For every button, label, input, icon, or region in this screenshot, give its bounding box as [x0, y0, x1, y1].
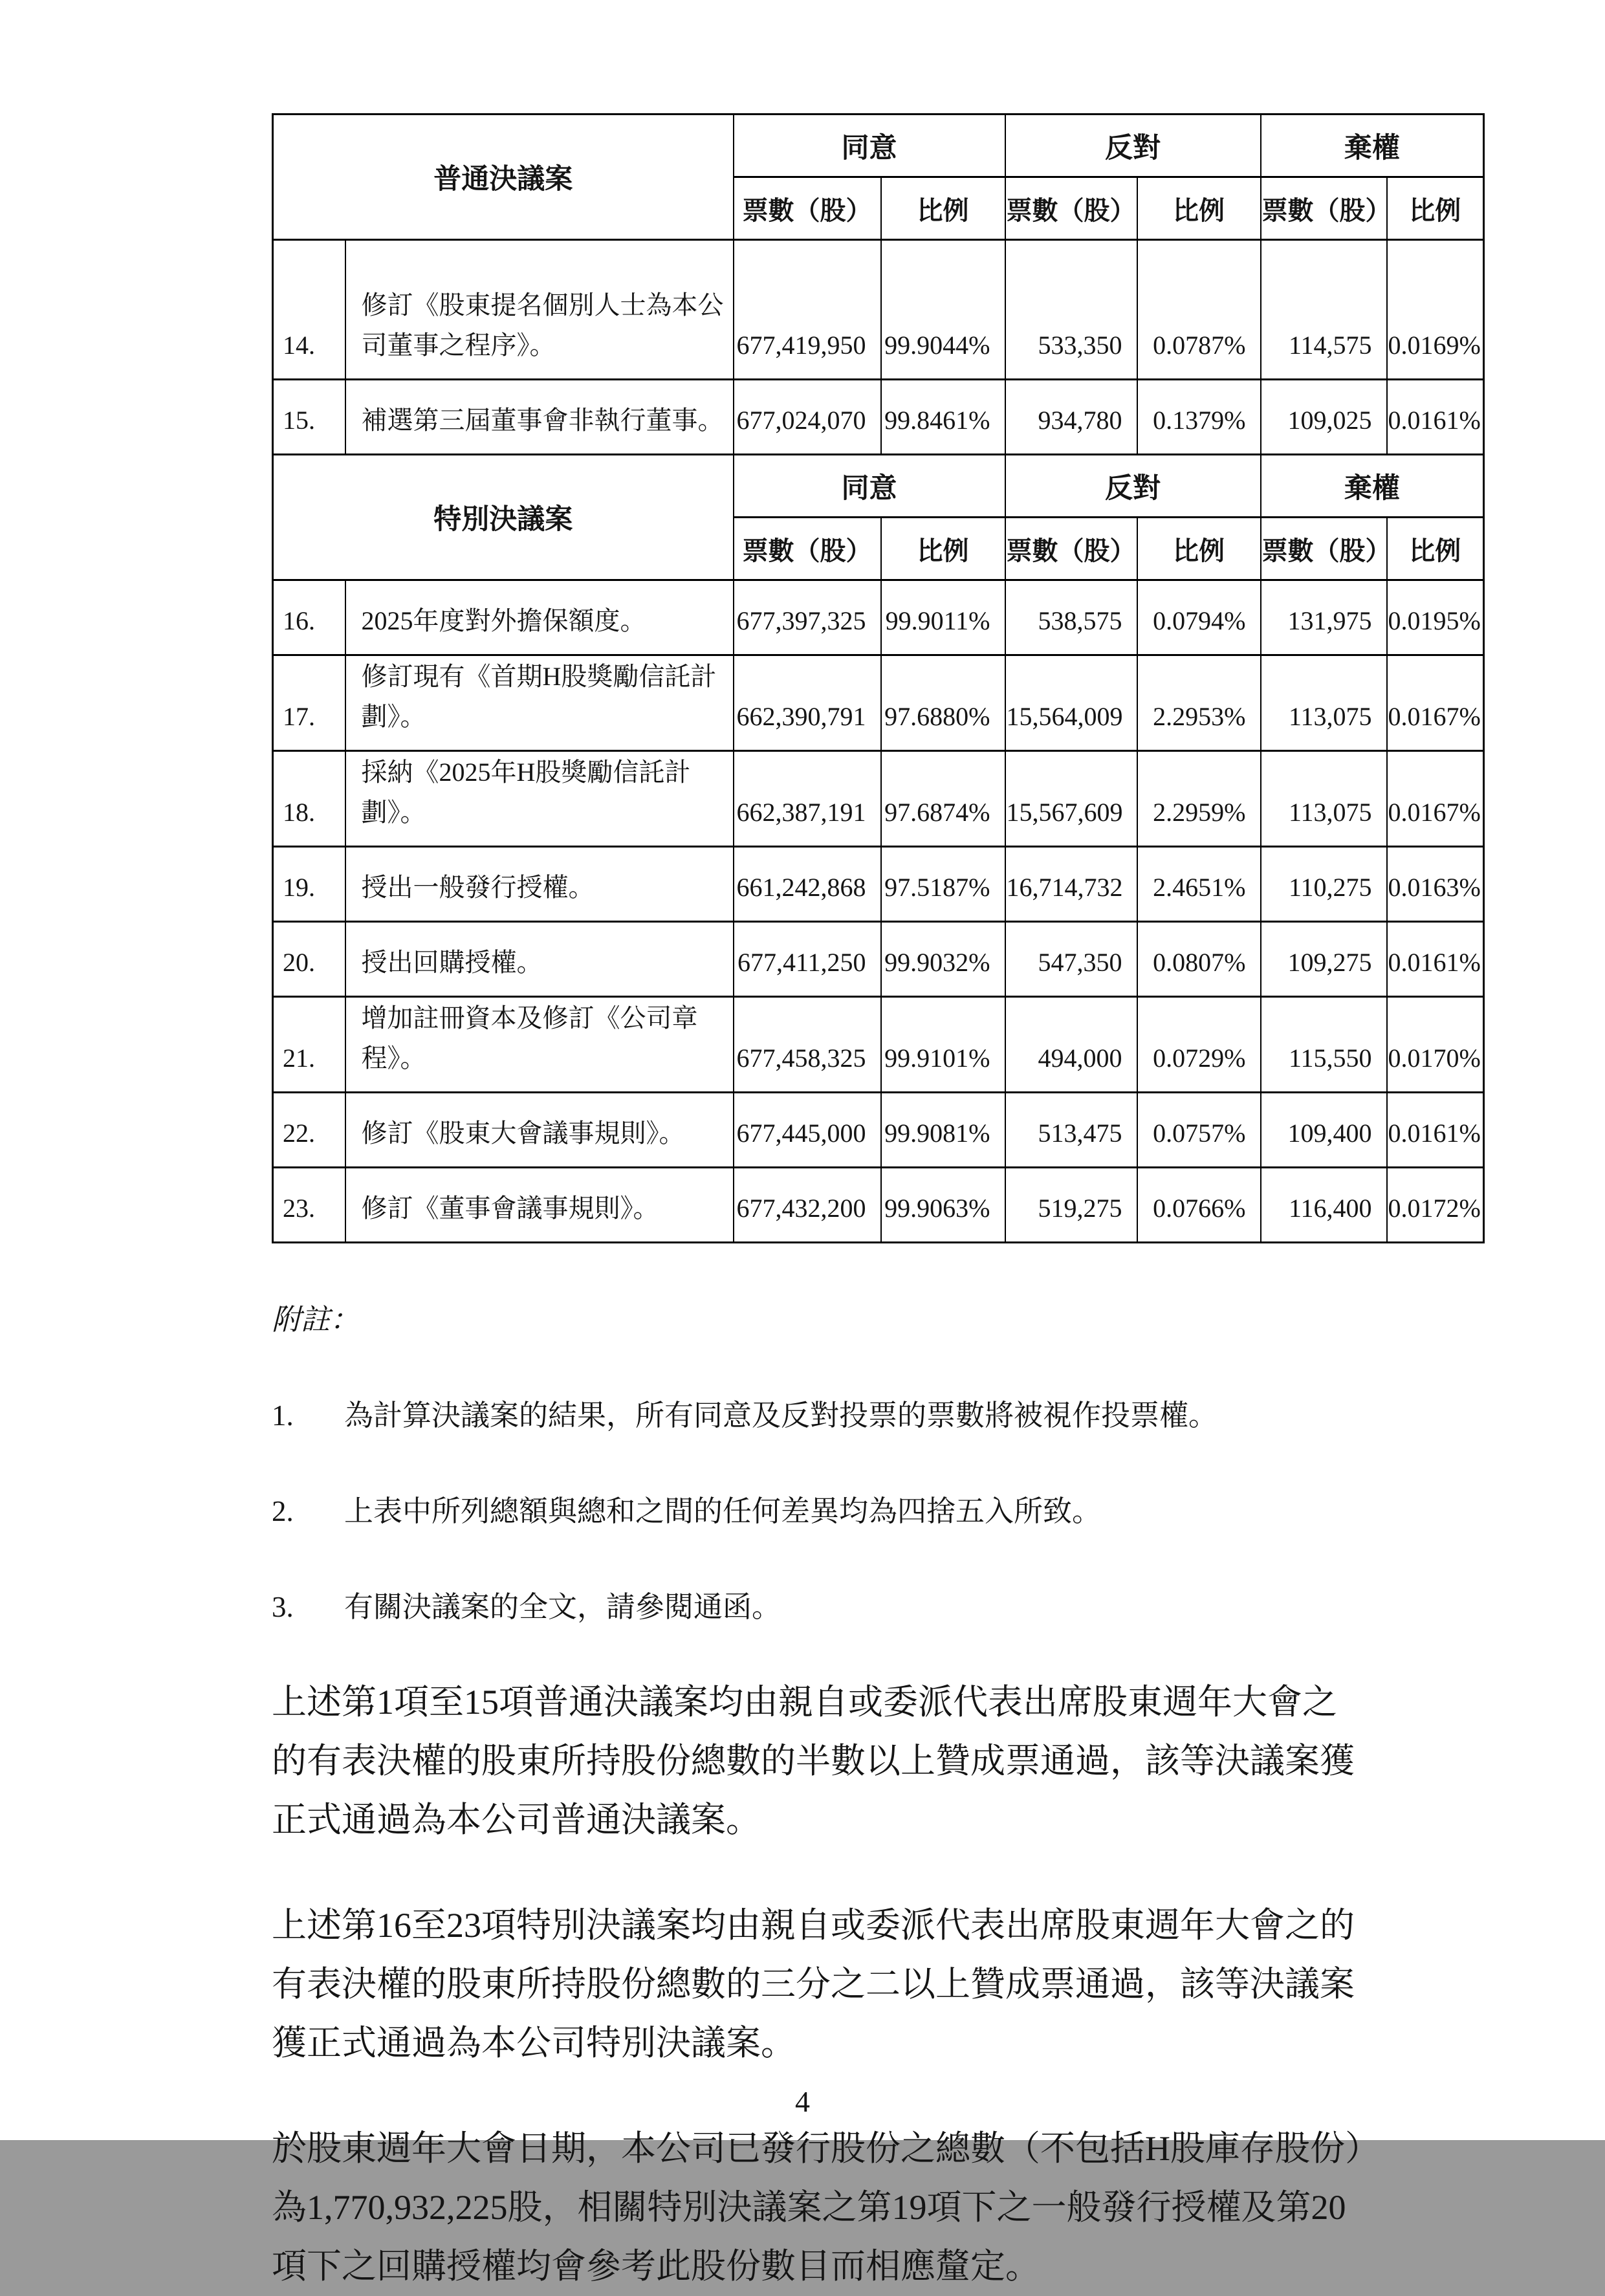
resolution-description: 修訂《董事會議事規則》。: [345, 1168, 734, 1243]
ratio-against: 0.0787%: [1137, 240, 1261, 380]
votes-for: 677,024,070: [734, 380, 881, 455]
paragraph-line: 的有表決權的股東所持股份總數的半數以上贊成票通過，該等決議案獲: [272, 1742, 1355, 1780]
votes-against: 538,575: [1005, 580, 1137, 655]
col-subheader-ratio: 比例: [1387, 177, 1484, 240]
note-item: [272, 1492, 1487, 1531]
votes-abstain: 114,575: [1261, 240, 1387, 380]
note-number: 3.: [272, 1591, 294, 1623]
ratio-abstain: 0.0163%: [1387, 847, 1484, 922]
col-subheader-ratio: 比例: [1387, 518, 1484, 580]
special-header-row: [273, 455, 1484, 518]
note-number: 2.: [272, 1495, 294, 1527]
ratio-for: 99.9011%: [881, 580, 1005, 655]
ratio-against: 2.4651%: [1137, 847, 1261, 922]
votes-abstain: 115,550: [1261, 997, 1387, 1093]
votes-against: 547,350: [1005, 922, 1137, 997]
votes-for: 661,242,868: [734, 847, 881, 922]
col-subheader-votes: 票數（股）: [1261, 177, 1387, 240]
resolution-description: 採納《2025年H股獎勵信託計劃》。: [345, 751, 734, 847]
resolution-description: 2025年度對外擔保額度。: [345, 580, 734, 655]
resolution-number: 23.: [273, 1168, 345, 1243]
col-subheader-ratio: 比例: [1137, 177, 1261, 240]
votes-abstain: 109,025: [1261, 380, 1387, 455]
paragraph-ordinary-resolutions: [272, 1673, 1487, 1850]
paragraph-line: 項下之回購授權均會參考此股份數目而相應釐定。: [272, 2247, 1040, 2286]
ratio-for: 97.6874%: [881, 751, 1005, 847]
resolution-number: 19.: [273, 847, 345, 922]
ratio-against: 2.2953%: [1137, 655, 1261, 751]
section-title-special: 特別決議案: [273, 455, 734, 580]
section-title-ordinary: 普通決議案: [273, 115, 734, 240]
resolution-description: 授出回購授權。: [345, 922, 734, 997]
resolution-number: 21.: [273, 997, 345, 1093]
ratio-abstain: 0.0170%: [1387, 997, 1484, 1093]
resolution-description: 修訂現有《首期H股獎勵信託計劃》。: [345, 655, 734, 751]
votes-against: 494,000: [1005, 997, 1137, 1093]
votes-against: 519,275: [1005, 1168, 1137, 1243]
votes-for: 677,411,250: [734, 922, 881, 997]
paragraph-issued-shares: [272, 2119, 1487, 2296]
ratio-for: 99.9101%: [881, 997, 1005, 1093]
resolution-number: 16.: [273, 580, 345, 655]
note-text: 上表中所列總額與總和之間的任何差異均為四捨五入所致。: [344, 1495, 1102, 1527]
table-row: [273, 922, 1484, 997]
paragraph-line: 獲正式通過為本公司特別決議案。: [272, 2024, 796, 2062]
page-content: [272, 113, 1487, 2296]
col-subheader-ratio: 比例: [881, 177, 1005, 240]
votes-for: 677,445,000: [734, 1093, 881, 1168]
votes-abstain: 131,975: [1261, 580, 1387, 655]
resolution-description: 授出一般發行授權。: [345, 847, 734, 922]
votes-abstain: 110,275: [1261, 847, 1387, 922]
table-row: [273, 751, 1484, 847]
paragraph-line: 於股東週年大會日期，本公司已發行股份之總數（不包括H股庫存股份）: [272, 2129, 1380, 2168]
resolution-description: 增加註冊資本及修訂《公司章程》。: [345, 997, 734, 1093]
ratio-abstain: 0.0195%: [1387, 580, 1484, 655]
votes-for: 677,458,325: [734, 997, 881, 1093]
table-row: [273, 655, 1484, 751]
ratio-for: 97.6880%: [881, 655, 1005, 751]
ratio-against: 0.0794%: [1137, 580, 1261, 655]
ratio-against: 0.0757%: [1137, 1093, 1261, 1168]
ratio-for: 99.9044%: [881, 240, 1005, 380]
ratio-abstain: 0.0161%: [1387, 922, 1484, 997]
resolution-number: 14.: [273, 240, 345, 380]
ratio-against: 0.0766%: [1137, 1168, 1261, 1243]
paragraph-line: 上述第16至23項特別決議案均由親自或委派代表出席股東週年大會之的: [272, 1906, 1355, 1945]
resolution-description: 修訂《股東提名個別人士為本公司董事之程序》。: [345, 240, 734, 380]
col-header-against: 反對: [1005, 115, 1261, 177]
note-item: [272, 1588, 1487, 1626]
col-header-abstain: 棄權: [1261, 455, 1484, 518]
col-subheader-votes: 票數（股）: [734, 177, 881, 240]
ratio-abstain: 0.0172%: [1387, 1168, 1484, 1243]
votes-against: 15,567,609: [1005, 751, 1137, 847]
votes-for: 662,390,791: [734, 655, 881, 751]
paragraph-line: 上述第1項至15項普通決議案均由親自或委派代表出席股東週年大會之: [272, 1683, 1337, 1722]
ratio-abstain: 0.0167%: [1387, 655, 1484, 751]
col-header-for: 同意: [734, 455, 1005, 518]
paragraph-line: 為1,770,932,225股，相關特別決議案之第19項下之一般發行授權及第20: [272, 2188, 1346, 2227]
resolution-description: 補選第三屆董事會非執行董事。: [345, 380, 734, 455]
votes-abstain: 109,275: [1261, 922, 1387, 997]
note-text: 有關決議案的全文，請參閱通函。: [344, 1591, 781, 1623]
ratio-abstain: 0.0167%: [1387, 751, 1484, 847]
table-row: [273, 380, 1484, 455]
col-subheader-votes: 票數（股）: [1261, 518, 1387, 580]
votes-abstain: 116,400: [1261, 1168, 1387, 1243]
table-row: [273, 847, 1484, 922]
ratio-against: 0.0807%: [1137, 922, 1261, 997]
votes-against: 16,714,732: [1005, 847, 1137, 922]
resolution-number: 15.: [273, 380, 345, 455]
paragraph-special-resolutions: [272, 1896, 1487, 2073]
table-row: [273, 580, 1484, 655]
col-subheader-votes: 票數（股）: [734, 518, 881, 580]
paragraph-line: 有表決權的股東所持股份總數的三分之二以上贊成票通過，該等決議案: [272, 1965, 1355, 2004]
ratio-for: 99.9081%: [881, 1093, 1005, 1168]
table-row: [273, 1093, 1484, 1168]
resolution-number: 22.: [273, 1093, 345, 1168]
votes-against: 513,475: [1005, 1093, 1137, 1168]
note-item: [272, 1396, 1487, 1435]
ratio-against: 0.0729%: [1137, 997, 1261, 1093]
ratio-for: 99.9063%: [881, 1168, 1005, 1243]
votes-for: 677,397,325: [734, 580, 881, 655]
ratio-abstain: 0.0169%: [1387, 240, 1484, 380]
ordinary-header-row: [273, 115, 1484, 177]
votes-against: 15,564,009: [1005, 655, 1137, 751]
votes-for: 677,419,950: [734, 240, 881, 380]
col-subheader-votes: 票數（股）: [1005, 518, 1137, 580]
resolution-description: 修訂《股東大會議事規則》。: [345, 1093, 734, 1168]
table-row: [273, 997, 1484, 1093]
paragraph-line: 正式通過為本公司普通決議案。: [272, 1800, 761, 1839]
voting-results-table: [272, 113, 1485, 1243]
col-header-abstain: 棄權: [1261, 115, 1484, 177]
votes-for: 677,432,200: [734, 1168, 881, 1243]
resolution-number: 17.: [273, 655, 345, 751]
ratio-for: 99.9032%: [881, 922, 1005, 997]
votes-for: 662,387,191: [734, 751, 881, 847]
resolution-number: 18.: [273, 751, 345, 847]
votes-against: 934,780: [1005, 380, 1137, 455]
note-number: 1.: [272, 1399, 294, 1432]
votes-against: 533,350: [1005, 240, 1137, 380]
ratio-for: 97.5187%: [881, 847, 1005, 922]
votes-abstain: 113,075: [1261, 751, 1387, 847]
resolution-number: 20.: [273, 922, 345, 997]
col-header-for: 同意: [734, 115, 1005, 177]
table-row: [273, 1168, 1484, 1243]
ratio-for: 99.8461%: [881, 380, 1005, 455]
table-row: [273, 240, 1484, 380]
votes-abstain: 109,400: [1261, 1093, 1387, 1168]
ratio-abstain: 0.0161%: [1387, 1093, 1484, 1168]
votes-abstain: 113,075: [1261, 655, 1387, 751]
col-header-against: 反對: [1005, 455, 1261, 518]
col-subheader-votes: 票數（股）: [1005, 177, 1137, 240]
ratio-against: 0.1379%: [1137, 380, 1261, 455]
ratio-abstain: 0.0161%: [1387, 380, 1484, 455]
col-subheader-ratio: 比例: [1137, 518, 1261, 580]
notes-heading: 附註：: [272, 1304, 360, 1336]
note-text: 為計算決議案的結果，所有同意及反對投票的票數將被視作投票權。: [344, 1399, 1218, 1432]
page-number: 4: [795, 2085, 810, 2118]
col-subheader-ratio: 比例: [881, 518, 1005, 580]
ratio-against: 2.2959%: [1137, 751, 1261, 847]
